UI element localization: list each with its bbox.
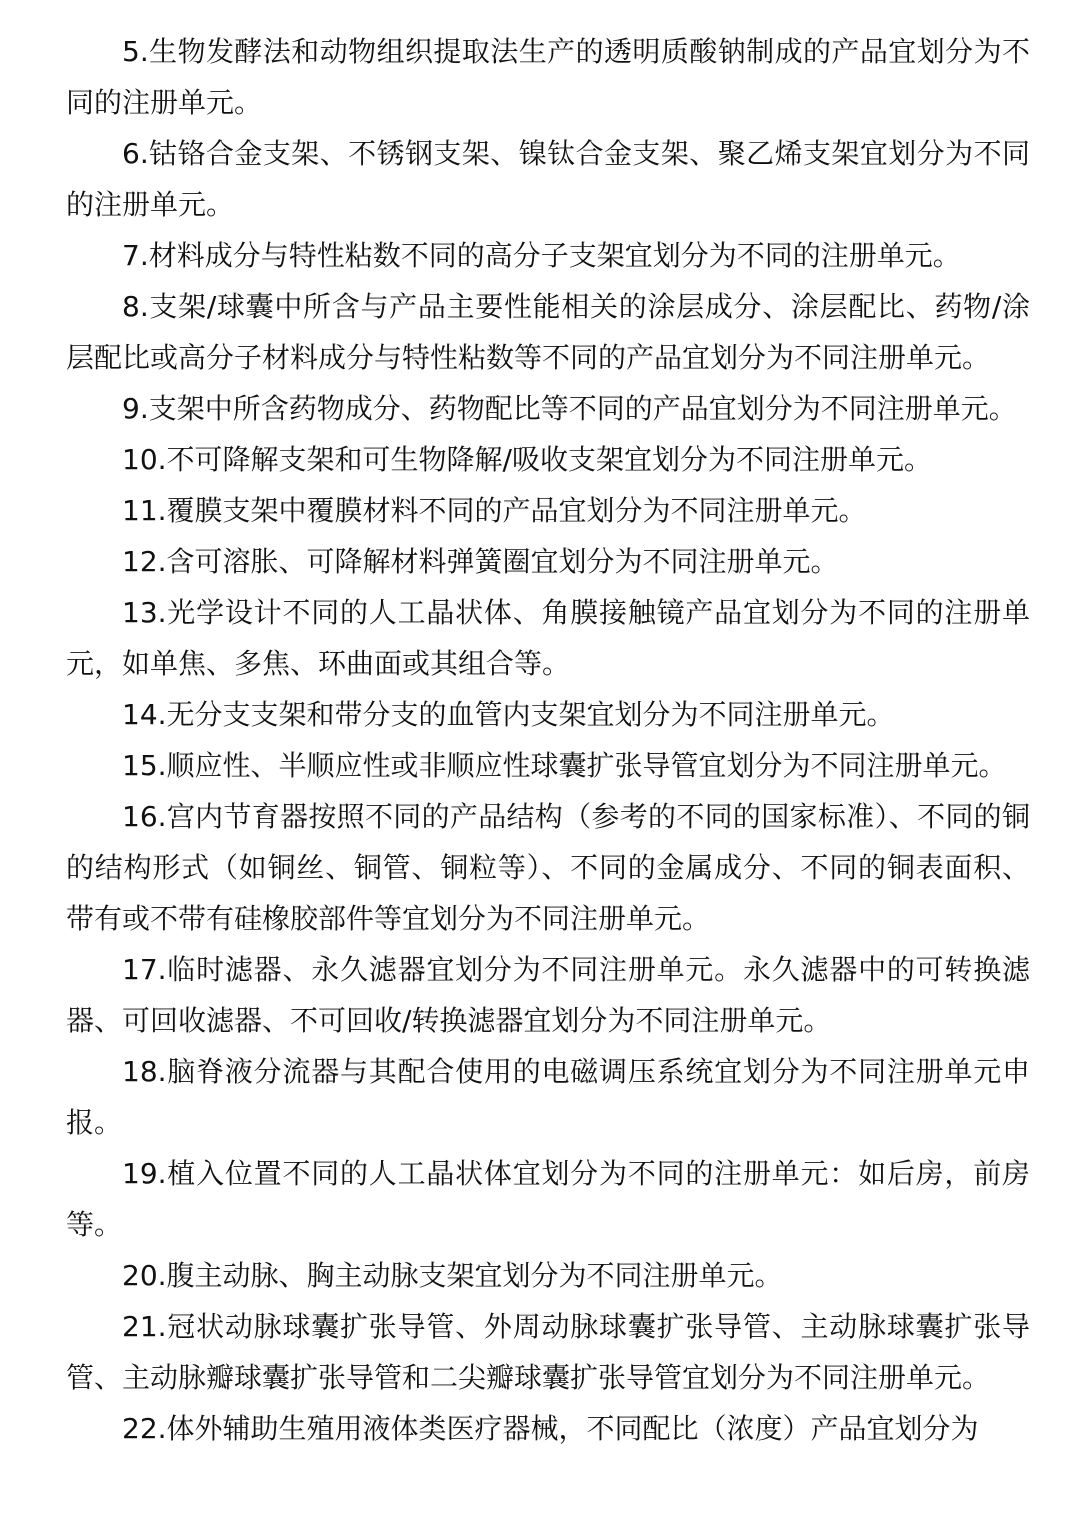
paragraph-item-14: 14.无分支支架和带分支的血管内支架宜划分为不同注册单元。 bbox=[122, 698, 895, 731]
paragraph-item-7: 7.材料成分与特性粘数不同的高分子支架宜划分为不同的注册单元。 bbox=[122, 239, 961, 272]
paragraph-item-13: 13.光学设计不同的人工晶状体、角膜接触镜产品宜划分为不同的注册单元，如单焦、多焦、环曲面或其组合等。 bbox=[66, 596, 1030, 680]
paragraph-item-21: 21.冠状动脉球囊扩张导管、外周动脉球囊扩张导管、主动脉球囊扩张导管、主动脉瓣球囊扩张导管和二尖瓣球囊扩张导管宜划分为不同注册单元。 bbox=[66, 1310, 1030, 1394]
paragraph-item-8: 8.支架/球囊中所含与产品主要性能相关的涂层成分、涂层配比、药物/涂层配比或高分子材料成分与特性粘数等不同的产品宜划分为不同注册单元。 bbox=[66, 290, 1030, 374]
paragraph-item-18: 18.脑脊液分流器与其配合使用的电磁调压系统宜划分为不同注册单元申报。 bbox=[66, 1055, 1030, 1139]
paragraph-item-15: 15.顺应性、半顺应性或非顺应性球囊扩张导管宜划分为不同注册单元。 bbox=[122, 749, 1007, 782]
paragraph-item-12: 12.含可溶胀、可降解材料弹簧圈宜划分为不同注册单元。 bbox=[122, 545, 839, 578]
paragraph-item-22: 22.体外辅助生殖用液体类医疗器械，不同配比（浓度）产品宜划分为 bbox=[122, 1412, 979, 1445]
paragraph-item-20: 20.腹主动脉、胸主动脉支架宜划分为不同注册单元。 bbox=[122, 1259, 783, 1292]
paragraph-item-17: 17.临时滤器、永久滤器宜划分为不同注册单元。永久滤器中的可转换滤器、可回收滤器、不可回收/转换滤器宜划分为不同注册单元。 bbox=[66, 953, 1030, 1037]
paragraph-item-11: 11.覆膜支架中覆膜材料不同的产品宜划分为不同注册单元。 bbox=[122, 494, 867, 527]
paragraph-item-9: 9.支架中所含药物成分、药物配比等不同的产品宜划分为不同注册单元。 bbox=[122, 392, 1017, 425]
paragraph-item-16: 16.宫内节育器按照不同的产品结构（参考的不同的国家标准）、不同的铜的结构形式（如铜丝、铜管、铜粒等）、不同的金属成分、不同的铜表面积、带有或不带有硅橡胶部件等宜划分为不同注册单元。 bbox=[66, 800, 1030, 935]
paragraph-item-6: 6.钴铬合金支架、不锈钢支架、镍钛合金支架、聚乙烯支架宜划分为不同的注册单元。 bbox=[66, 137, 1030, 221]
paragraph-item-19: 19.植入位置不同的人工晶状体宜划分为不同的注册单元：如后房，前房等。 bbox=[66, 1157, 1030, 1241]
paragraph-item-10: 10.不可降解支架和可生物降解/吸收支架宜划分为不同注册单元。 bbox=[122, 443, 932, 476]
paragraph-item-5: 5.生物发酵法和动物组织提取法生产的透明质酸钠制成的产品宜划分为不同的注册单元。 bbox=[66, 35, 1030, 119]
